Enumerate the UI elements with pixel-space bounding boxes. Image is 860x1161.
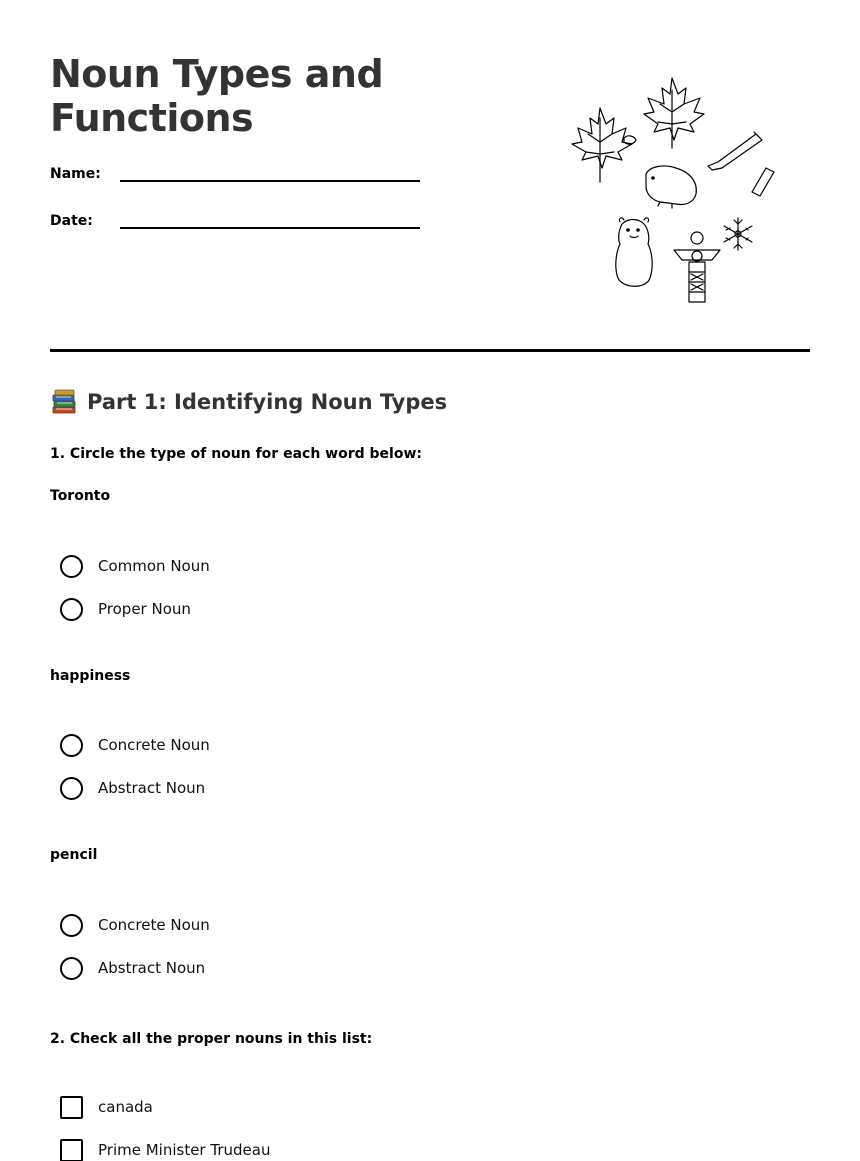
part1-heading: [50, 388, 447, 416]
option-pencil-concrete-noun[interactable]: [60, 913, 210, 937]
radio-button[interactable]: [60, 777, 83, 800]
radio-button[interactable]: [60, 957, 83, 980]
hockey-stick-icon: [708, 132, 774, 196]
option-pencil-abstract-noun[interactable]: [60, 956, 205, 980]
maple-leaf-icon: [572, 108, 632, 182]
option-label: Concrete Noun: [98, 736, 210, 754]
totem-pole-icon: [674, 232, 720, 302]
option-label: Common Noun: [98, 557, 210, 575]
checkbox[interactable]: [60, 1139, 83, 1161]
groundhog-icon: [616, 218, 652, 286]
option-happiness-abstract-noun[interactable]: [60, 776, 205, 800]
radio-button[interactable]: [60, 598, 83, 621]
option-toronto-proper-noun[interactable]: [60, 597, 191, 621]
canada-illustration: [560, 72, 780, 307]
question-2-prompt: 2. Check all the proper nouns in this list:: [50, 1031, 373, 1047]
date-label: Date:: [50, 213, 93, 229]
question-1-word-pencil: pencil: [50, 847, 98, 863]
maple-leaf-icon: [644, 78, 704, 148]
question-1-prompt: 1. Circle the type of noun for each word below:: [50, 446, 422, 462]
option-label: Abstract Noun: [98, 779, 206, 797]
snowflake-icon: [724, 218, 752, 250]
option-label: canada: [98, 1098, 153, 1116]
option-label: Concrete Noun: [98, 916, 210, 934]
radio-button[interactable]: [60, 914, 83, 937]
option-label: Proper Noun: [98, 600, 191, 618]
question-1-word-toronto: Toronto: [50, 488, 111, 504]
question-1-word-happiness: happiness: [50, 668, 131, 684]
page-title: Noun Types and Functions: [50, 52, 384, 140]
name-write-line[interactable]: [120, 180, 420, 182]
name-label: Name:: [50, 166, 101, 182]
section-divider: [50, 349, 810, 352]
radio-button[interactable]: [60, 734, 83, 757]
checkbox[interactable]: [60, 1096, 83, 1119]
part1-title: Part 1: Identifying Noun Types: [87, 390, 448, 414]
option-toronto-common-noun[interactable]: [60, 554, 210, 578]
option-label: Abstract Noun: [98, 959, 206, 977]
checkbox-option-canada[interactable]: [60, 1095, 153, 1119]
date-write-line[interactable]: [120, 227, 420, 229]
beaver-icon: [624, 136, 696, 208]
option-label: Prime Minister Trudeau: [98, 1141, 271, 1159]
radio-button[interactable]: [60, 555, 83, 578]
books-icon: [50, 388, 78, 416]
option-happiness-concrete-noun[interactable]: [60, 733, 210, 757]
checkbox-option-prime-minister-trudeau[interactable]: [60, 1138, 270, 1161]
